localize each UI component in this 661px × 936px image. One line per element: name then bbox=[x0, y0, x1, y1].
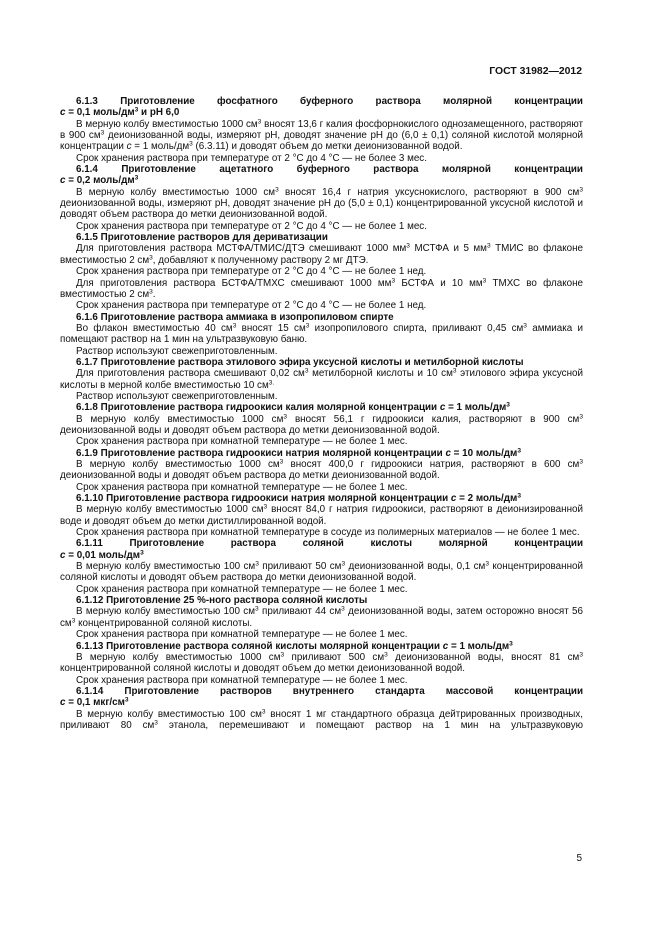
section-heading-6-1-4: 6.1.4 Приготовление ацетатного буферного раствора молярной концентрации bbox=[76, 164, 583, 176]
paragraph: Срок хранения раствора при комнатной температуре — не более 1 мес. bbox=[76, 629, 408, 641]
section-heading-6-1-3: 6.1.3 Приготовление фосфатного буферного раствора молярной концентрации bbox=[76, 96, 583, 107]
document-body bbox=[60, 96, 583, 731]
section-heading-6-1-12: 6.1.12 Приготовление 25 %-ного раствора соляной кислоты bbox=[76, 595, 368, 607]
paragraph: Срок хранения раствора при комнатной температуре в сосуде из полимерных материалов — не более 1 мес. bbox=[76, 527, 580, 539]
section-heading-6-1-3-cont: c = 0,1 моль/$дм^3$ и pH 6,0 bbox=[60, 106, 180, 119]
paragraph: Раствор используют свежеприготовленным. bbox=[76, 345, 278, 357]
section-heading-6-1-11: 6.1.11 Приготовление раствора соляной кислоты молярной концентрации bbox=[76, 538, 583, 550]
paragraph: Раствор используют свежеприготовленным. bbox=[76, 390, 278, 402]
paragraph: Для приготовления раствора БСТФА/ТМХС смешивают 1000 $мм^3$ БСТФА и 10 $мм^3$ ТМХС во флаконе вместимостью 2 $см^3$. bbox=[60, 276, 583, 300]
paragraph: Срок хранения раствора при комнатной температуре — не более 1 мес. bbox=[76, 481, 408, 493]
paragraph: Срок хранения раствора при температуре от 2 °С до 4 °С — не более 1 нед. bbox=[76, 266, 427, 278]
paragraph: Для приготовления раствора МСТФА/ТМИС/ДТЭ смешивают 1000 $мм^3$ МСТФА и 5 $мм^3$ ТМИС во флаконе вместимостью 2 $см^3$, добавляют к полученному раствору 2 мг ДТЭ. bbox=[60, 242, 583, 266]
paragraph: В мерную колбу вместимостью 1000 $см^3$ вносят 84,0 г натрия гидроокиси, растворяют в деионизированной воде и доводят объем до метки дистиллированной водой. bbox=[60, 503, 583, 527]
section-heading-6-1-14-cont: c = 0,1 мкг/$см^3$ bbox=[60, 696, 129, 709]
paragraph: В мерную колбу вместимостью 100 $см^3$ приливают 50 $см^3$ деионизованной воды, 0,1 $см^3$ концентрированной соляной кислоты и доводят объем раствора до метки деионизованной водой. bbox=[60, 560, 584, 584]
paragraph: В мерную колбу вместимостью 1000 $см^3$ вносят 13,6 г калия фосфорнокислого однозамещенного, растворяют в 900 $см^3$ деионизованной воды, измеряют pH, доводят значение pH до (6,0 ± 0,1) соляной кислотой молярной концентрации c = 1 моль/$дм^3$ (6.3.11) и доводят объем до метки деионизованной водой. bbox=[60, 118, 583, 153]
section-heading-6-1-6: 6.1.6 Приготовление раствора аммиака в изопропиловом спирте bbox=[76, 311, 394, 323]
paragraph: Срок хранения раствора при комнатной температуре — не более 1 мес. bbox=[76, 436, 408, 448]
paragraph: Для приготовления раствора смешивают 0,02 $см^3$ метилборной кислоты и 10 $см^3$ этилового эфира уксусной кислоты в мерной колбе вместимостью 10 $см^{3.}$ bbox=[60, 367, 584, 391]
section-heading-6-1-5: 6.1.5 Приготовление растворов для дериватизации bbox=[76, 232, 328, 244]
paragraph: В мерную колбу вместимостью 1000 $см^3$ приливают 500 $см^3$ деионизованной воды, вносят 81 $см^3$ концентрированной соляной кислоты и доводят объем до метки деионизованной водой. bbox=[60, 651, 583, 675]
section-heading-6-1-14: 6.1.14 Приготовление растворов внутреннего стандарта массовой концентрации bbox=[76, 685, 583, 697]
paragraph: Во флакон вместимостью 40 $см^3$ вносят 15 $см^3$ изопропилового спирта, приливают 0,45 $см^3$ аммиака и помещают раствор на 1 мин на ультразвуковую баню. bbox=[60, 322, 583, 346]
paragraph: Срок хранения раствора при комнатной температуре — не более 1 мес. bbox=[76, 583, 408, 595]
paragraph: Срок хранения раствора при температуре от 2 °С до 4 °С — не более 1 мес. bbox=[76, 220, 427, 232]
page-number: 5 bbox=[576, 853, 582, 864]
section-heading-6-1-11-cont: c = 0,01 моль/$дм^3$ bbox=[60, 549, 144, 561]
section-heading-6-1-13: 6.1.13 Приготовление раствора соляной кислоты молярной концентрации c = 1 моль/$дм^3$ bbox=[76, 639, 513, 652]
section-heading-6-1-10: 6.1.10 Приготовление раствора гидроокиси натрия молярной концентрации c = 2 моль/$дм^3$ bbox=[76, 492, 521, 505]
paragraph: В мерную колбу вместимостью 1000 $см^3$ вносят 400,0 г гидроокиси натрия, растворяют в 600 $см^3$ деионизованной воды и доводят объем раствора до метки деионизованной водой. bbox=[60, 458, 583, 482]
paragraph: Срок хранения раствора при температуре от 2 °С до 4 °С — не более 1 нед. bbox=[76, 300, 427, 312]
section-heading-6-1-9: 6.1.9 Приготовление раствора гидроокиси натрия молярной концентрации c = 10 моль/$дм^3$ bbox=[76, 447, 522, 459]
paragraph: Срок хранения раствора при температуре от 2 °С до 4 °С — не более 3 мес. bbox=[76, 152, 427, 164]
standard-designation: ГОСТ 31982—2012 bbox=[489, 66, 582, 77]
paragraph: В мерную колбу вместимостью 1000 $см^3$ вносят 56,1 г гидроокиси калия, растворяют в 900 $см^3$ деионизованной воды и доводят объем раствора до метки деионизованной водой. bbox=[60, 413, 583, 436]
paragraph: Срок хранения раствора при комнатной температуре — не более 1 мес. bbox=[76, 674, 408, 686]
paragraph: В мерную колбу вместимостью 1000 $см^3$ вносят 16,4 г натрия уксуснокислого, растворяют в 900 $см^3$ деионизованной воды, измеряют pH, доводят значение pH до (5,0 ± 0,1) концентрированной уксусной кислотой и доводят объем раствора до метки деионизованной водой. bbox=[60, 186, 583, 221]
section-heading-6-1-8: 6.1.8 Приготовление раствора гидроокиси калия молярной концентрации c = 1 моль/$дм^3$ bbox=[76, 401, 510, 414]
section-heading-6-1-4-cont: c = 0,2 моль/$дм^3$ bbox=[60, 174, 139, 187]
paragraph: В мерную колбу вместимостью 100 $см^3$ приливают 44 $см^3$ деионизованной воды, затем осторожно вносят 56 $см^3$ концентрированной соляной кислоты. bbox=[60, 605, 583, 629]
paragraph: В мерную колбу вместимостью 100 $см^3$ вносят 1 мг стандартного образца дейтрированных производных, приливают 80 $см^3$ этанола, перемешивают и помещают раствор на 1 мин на ультразвуковую bbox=[60, 707, 583, 731]
section-heading-6-1-7: 6.1.7 Приготовление раствора этилового эфира уксусной кислоты и метилборной кислоты bbox=[76, 356, 524, 368]
